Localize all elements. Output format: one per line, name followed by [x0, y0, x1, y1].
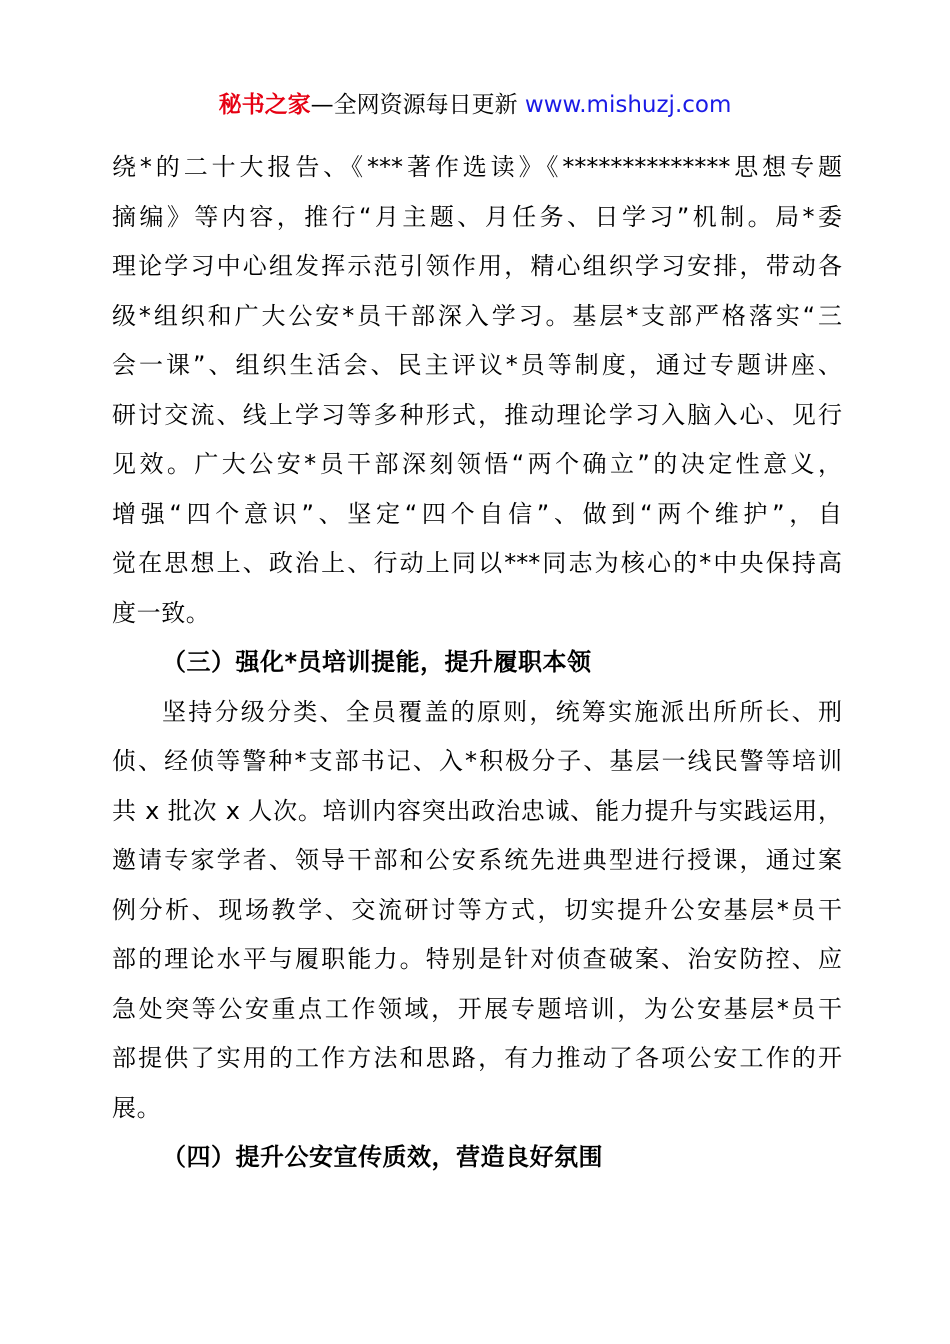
text-line: 部提供了实用的工作方法和思路，有力推动了各项公安工作的开	[112, 1044, 842, 1072]
text-line: 研讨交流、线上学习等多种形式，推动理论学习入脑入心、见行	[112, 400, 842, 429]
document-body	[112, 143, 842, 1183]
site-tagline: —全网资源每日更新	[310, 92, 518, 118]
page-header	[0, 88, 950, 122]
text-line: 邀请专家学者、领导干部和公安系统先进典型进行授课，通过案	[112, 846, 842, 874]
text-line: 部的理论水平与履职能力。特别是针对侦查破案、治安防控、应	[112, 945, 842, 973]
text-line: 增强“四个意识”、坚定“四个自信”、做到“两个维护”，自	[112, 499, 842, 528]
site-url-link[interactable]: www.mishuzj.com	[524, 92, 732, 118]
text-line: 展。	[112, 1093, 162, 1122]
text-line: 见效。广大公安*员干部深刻领悟“两个确立”的决定性意义，	[112, 450, 842, 478]
text-line: 坚持分级分类、全员覆盖的原则，统筹实施派出所所长、刑	[162, 697, 842, 726]
text-line: 级*组织和广大公安*员干部深入学习。基层*支部严格落实“三	[112, 301, 842, 330]
text-line: 急处突等公安重点工作领域，开展专题培训，为公安基层*员干	[112, 994, 842, 1023]
site-brand: 秘书之家	[218, 92, 311, 118]
section-heading-4: （四）提升公安宣传质效，营造良好氛围	[162, 1143, 603, 1171]
text-line: 觉在思想上、政治上、行动上同以***同志为核心的*中央保持高	[112, 549, 842, 577]
text-line: 例分析、现场教学、交流研讨等方式，切实提升公安基层*员干	[112, 895, 842, 924]
text-line: 绕*的二十大报告、《***著作选读》《**************思想专题	[112, 153, 842, 181]
section-heading-3: （三）强化*员培训提能，提升履职本领	[162, 648, 592, 676]
text-line: 共 x 批次 x 人次。培训内容突出政治忠诚、能力提升与实践运用，	[112, 796, 842, 825]
text-line: 摘编》等内容，推行“月主题、月任务、日学习”机制。局*委	[112, 202, 842, 231]
text-line: 侦、经侦等警种*支部书记、入*积极分子、基层一线民警等培训	[112, 747, 842, 775]
text-line: 理论学习中心组发挥示范引领作用，精心组织学习安排，带动各	[112, 252, 842, 280]
text-line: 会一课”、组织生活会、民主评议*员等制度，通过专题讲座、	[112, 351, 842, 379]
text-line: 度一致。	[112, 598, 211, 627]
